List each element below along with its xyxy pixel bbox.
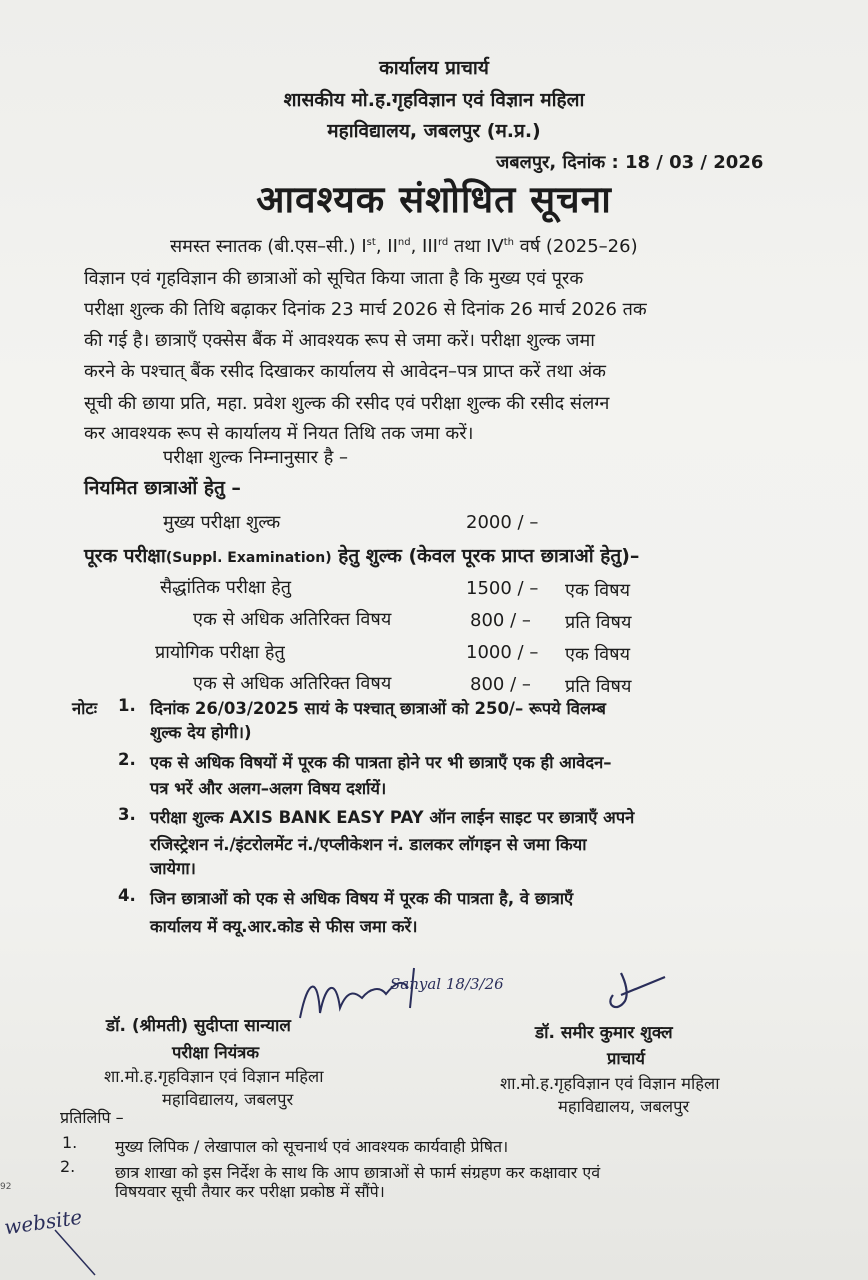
college-name-line1: शासकीय मो.ह.गृहविज्ञान एवं विज्ञान महिला	[283, 89, 585, 111]
supp-row-unit: प्रति विषय	[565, 676, 632, 697]
copy-line: विषयवार सूची तैयार कर परीक्षा प्रकोष्ठ में सौंपे।	[115, 1182, 385, 1201]
left-signatory-name: डॉ. (श्रीमती) सुदीप्ता सान्याल	[106, 1016, 291, 1036]
note-line: एक से अधिक विषयों में पूरक की पात्रता होने पर भी छात्राएँ एक ही आवेदन–	[150, 753, 612, 772]
left-signature-handwriting: Sanyal 18/3/26	[390, 975, 504, 993]
copy-line: मुख्य लिपिक / लेखापाल को सूचनार्थ एवं आवश्यक कार्यवाही प्रेषित।	[115, 1137, 509, 1156]
note-number: 4.	[118, 886, 136, 905]
supp-row-unit: एक विषय	[565, 644, 631, 665]
note-number: 3.	[118, 805, 136, 824]
copy-number: 1.	[62, 1133, 78, 1152]
supplementary-heading: पूरक परीक्षा(Suppl. Examination) हेतु शुल्क (केवल पूरक प्राप्त छात्राओं हेतु)–	[84, 545, 640, 567]
intro-line-7: कर आवश्यक रूप से कार्यालय में नियत तिथि तक जमा करें।	[84, 423, 474, 444]
margin-pen-stroke	[50, 1225, 110, 1280]
notice-title: आवश्यक संशोधित सूचना	[256, 178, 612, 221]
right-signatory-name: डॉ. समीर कुमार शुक्ल	[535, 1023, 673, 1043]
regular-fee-label: मुख्य परीक्षा शुल्क	[163, 512, 281, 533]
note-line: कार्यालय में क्यू.आर.कोड से फीस जमा करें।	[150, 917, 418, 936]
intro-line-3: परीक्षा शुल्क की तिथि बढ़ाकर दिनांक 23 मार्च 2026 से दिनांक 26 मार्च 2026 तक	[84, 299, 647, 320]
notes-label: नोटः	[72, 699, 98, 718]
note-line: परीक्षा शुल्क AXIS BANK EASY PAY ऑन लाईन साइट पर छात्राएँ अपने	[150, 808, 635, 827]
supp-row-unit: एक विषय	[565, 580, 631, 601]
margin-number: 92	[0, 1182, 12, 1192]
supp-row-label: सैद्धांतिक परीक्षा हेतु	[160, 577, 292, 598]
note-number: 2.	[118, 750, 136, 769]
supp-row-label: प्रायोगिक परीक्षा हेतु	[155, 642, 285, 663]
margin-handwriting: website	[2, 1204, 84, 1240]
note-number: 1.	[118, 696, 136, 715]
note-line: जिन छात्राओं को एक से अधिक विषय में पूरक की पात्रता है, वे छात्राएँ	[150, 889, 574, 908]
copy-number: 2.	[60, 1157, 76, 1176]
supp-row-label: एक से अधिक अतिरिक्त विषय	[193, 673, 392, 694]
office-title: कार्यालय प्राचार्य	[379, 57, 489, 79]
date-line: जबलपुर, दिनांक : 18 / 03 / 2026	[496, 152, 764, 173]
supp-row-amount: 1500 / –	[466, 578, 539, 599]
copies-label: प्रतिलिपि –	[60, 1108, 124, 1127]
supp-row-label: एक से अधिक अतिरिक्त विषय	[193, 609, 392, 630]
right-signature-scribble	[595, 965, 675, 1020]
note-line: दिनांक 26/03/2025 सायं के पश्चात् छात्राओं को 250/– रूपये विलम्ब	[150, 699, 606, 718]
intro-line-5: करने के पश्चात् बैंक रसीद दिखाकर कार्यालय से आवेदन–पत्र प्राप्त करें तथा अंक	[84, 361, 606, 382]
intro-line-2: विज्ञान एवं गृहविज्ञान की छात्राओं को सूचित किया जाता है कि मुख्य एवं पूरक	[84, 268, 584, 289]
left-signatory-role: परीक्षा नियंत्रक	[172, 1043, 260, 1062]
intro-line-4: की गई है। छात्राएँ एक्सेस बैंक में आवश्यक रूप से जमा करें। परीक्षा शुल्क जमा	[84, 330, 595, 351]
copy-line: छात्र शाखा को इस निर्देश के साथ कि आप छात्राओं से फार्म संग्रहण कर कक्षावार एवं	[115, 1163, 601, 1182]
left-signatory-org-line1: शा.मो.ह.गृहविज्ञान एवं विज्ञान महिला	[104, 1067, 324, 1086]
supp-row-amount: 1000 / –	[466, 642, 539, 663]
college-name-line2: महाविद्यालय, जबलपुर (म.प्र.)	[327, 120, 541, 142]
left-signature-scribble	[290, 958, 460, 1038]
note-line: जायेगा।	[150, 859, 196, 878]
supp-row-unit: प्रति विषय	[565, 612, 632, 633]
right-signatory-role: प्राचार्य	[607, 1049, 645, 1068]
regular-fee-amount: 2000 / –	[466, 512, 539, 533]
intro-line-6: सूची की छाया प्रति, महा. प्रवेश शुल्क की रसीद एवं परीक्षा शुल्क की रसीद संलग्न	[84, 393, 610, 414]
note-line: रजिस्ट्रेशन नं./इंटरोलमेंट नं./एप्लीकेशन नं. डालकर लॉगइन से जमा किया	[150, 835, 587, 854]
supp-row-amount: 800 / –	[470, 610, 531, 631]
note-line: शुल्क देय होगी।)	[150, 723, 252, 742]
fee-intro: परीक्षा शुल्क निम्नानुसार है –	[163, 447, 348, 468]
note-line: पत्र भरें और अलग–अलग विषय दर्शायें।	[150, 779, 387, 798]
supp-row-amount: 800 / –	[470, 674, 531, 695]
intro-line-1: समस्त स्नातक (बी.एस–सी.) Ist, IInd, IIIrd तथा IVth वर्ष (2025–26)	[170, 236, 638, 257]
regular-heading: नियमित छात्राओं हेतु –	[84, 477, 241, 499]
right-signatory-org-line1: शा.मो.ह.गृहविज्ञान एवं विज्ञान महिला	[500, 1074, 720, 1093]
left-signatory-org-line2: महाविद्यालय, जबलपुर	[162, 1090, 294, 1109]
right-signatory-org-line2: महाविद्यालय, जबलपुर	[558, 1097, 690, 1116]
